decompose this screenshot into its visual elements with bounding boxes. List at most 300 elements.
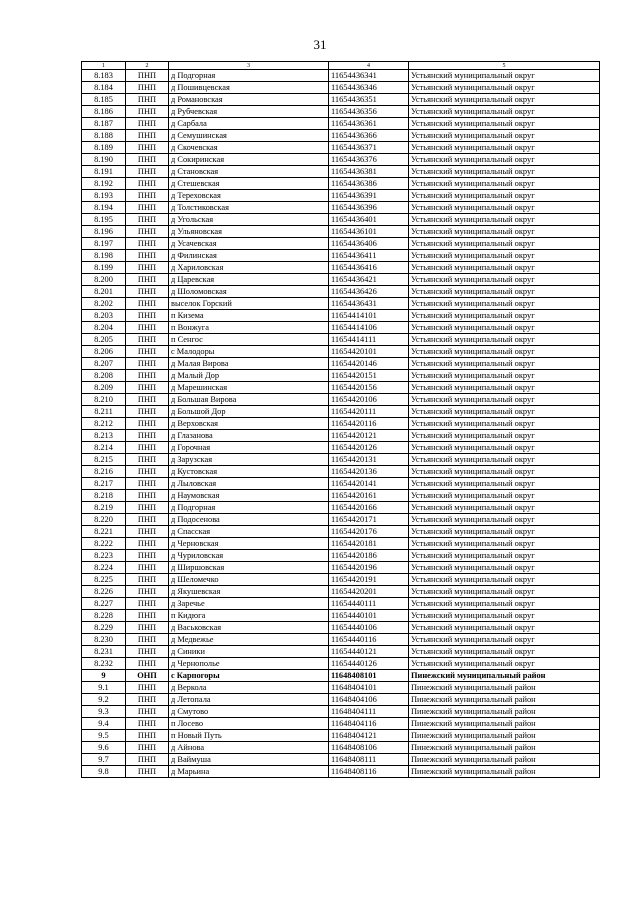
header-col-code: 4 bbox=[329, 62, 409, 70]
cell-type: ПНП bbox=[126, 526, 169, 538]
cell-number: 8.207 bbox=[82, 358, 126, 370]
cell-settlement-name: п Сенгос bbox=[169, 334, 329, 346]
cell-type: ПНП bbox=[126, 718, 169, 730]
cell-settlement-name: д Заречье bbox=[169, 598, 329, 610]
cell-district: Устьянский муниципальный округ bbox=[409, 82, 600, 94]
cell-district: Устьянский муниципальный округ bbox=[409, 478, 600, 490]
table-row bbox=[82, 298, 600, 310]
cell-type: ПНП bbox=[126, 310, 169, 322]
cell-type: ПНП bbox=[126, 166, 169, 178]
table-row bbox=[82, 190, 600, 202]
cell-settlement-name: д Большой Дор bbox=[169, 406, 329, 418]
table-row bbox=[82, 130, 600, 142]
cell-district: Устьянский муниципальный округ bbox=[409, 490, 600, 502]
cell-settlement-name: д Васьковская bbox=[169, 622, 329, 634]
cell-type: ПНП bbox=[126, 322, 169, 334]
cell-oktmo-code: 11654420151 bbox=[329, 370, 409, 382]
table-row bbox=[82, 214, 600, 226]
cell-settlement-name: д Малый Дор bbox=[169, 370, 329, 382]
table-row bbox=[82, 682, 600, 694]
cell-type: ПНП bbox=[126, 598, 169, 610]
cell-number: 8.208 bbox=[82, 370, 126, 382]
cell-oktmo-code: 11654440101 bbox=[329, 610, 409, 622]
table-row bbox=[82, 742, 600, 754]
cell-number: 8.222 bbox=[82, 538, 126, 550]
cell-type: ПНП bbox=[126, 382, 169, 394]
header-col-number: 1 bbox=[82, 62, 126, 70]
cell-type: ПНП bbox=[126, 394, 169, 406]
cell-number: 8.202 bbox=[82, 298, 126, 310]
cell-number: 8.231 bbox=[82, 646, 126, 658]
cell-settlement-name: д Ширшовская bbox=[169, 562, 329, 574]
cell-type: ПНП bbox=[126, 574, 169, 586]
cell-type: ПНП bbox=[126, 478, 169, 490]
cell-type: ПНП bbox=[126, 250, 169, 262]
table-row bbox=[82, 646, 600, 658]
table-row bbox=[82, 454, 600, 466]
cell-oktmo-code: 11654436371 bbox=[329, 142, 409, 154]
cell-type: ПНП bbox=[126, 706, 169, 718]
page-number: 31 bbox=[313, 37, 327, 52]
cell-district: Устьянский муниципальный округ bbox=[409, 370, 600, 382]
cell-district: Пинежский муниципальный район bbox=[409, 754, 600, 766]
table-row bbox=[82, 766, 600, 778]
cell-number: 8.196 bbox=[82, 226, 126, 238]
table-row bbox=[82, 322, 600, 334]
cell-settlement-name: д Шеломечко bbox=[169, 574, 329, 586]
cell-number: 9 bbox=[82, 670, 126, 682]
cell-type: ПНП bbox=[126, 406, 169, 418]
table-row bbox=[82, 418, 600, 430]
cell-settlement-name: выселок Горский bbox=[169, 298, 329, 310]
cell-settlement-name: д Якушевская bbox=[169, 586, 329, 598]
cell-type: ПНП bbox=[126, 334, 169, 346]
cell-oktmo-code: 11654420131 bbox=[329, 454, 409, 466]
cell-settlement-name: д Кустовская bbox=[169, 466, 329, 478]
cell-oktmo-code: 11654420106 bbox=[329, 394, 409, 406]
cell-settlement-name: д Медвежье bbox=[169, 634, 329, 646]
cell-oktmo-code: 11654436406 bbox=[329, 238, 409, 250]
cell-type: ПНП bbox=[126, 286, 169, 298]
cell-district: Устьянский муниципальный округ bbox=[409, 382, 600, 394]
cell-number: 8.206 bbox=[82, 346, 126, 358]
cell-settlement-name: д Марешинская bbox=[169, 382, 329, 394]
cell-type: ПНП bbox=[126, 130, 169, 142]
cell-district: Устьянский муниципальный округ bbox=[409, 610, 600, 622]
cell-district: Устьянский муниципальный округ bbox=[409, 226, 600, 238]
cell-type: ПНП bbox=[126, 466, 169, 478]
cell-district: Устьянский муниципальный округ bbox=[409, 214, 600, 226]
cell-type: ПНП bbox=[126, 730, 169, 742]
cell-number: 8.227 bbox=[82, 598, 126, 610]
cell-settlement-name: д Подгорная bbox=[169, 70, 329, 82]
table-row bbox=[82, 478, 600, 490]
cell-settlement-name: д Сарбала bbox=[169, 118, 329, 130]
table-row bbox=[82, 178, 600, 190]
cell-oktmo-code: 11654436396 bbox=[329, 202, 409, 214]
cell-type: ПНП bbox=[126, 634, 169, 646]
cell-district: Устьянский муниципальный округ bbox=[409, 598, 600, 610]
cell-type: ПНП bbox=[126, 274, 169, 286]
cell-district: Устьянский муниципальный округ bbox=[409, 466, 600, 478]
cell-oktmo-code: 11654420136 bbox=[329, 466, 409, 478]
cell-number: 8.195 bbox=[82, 214, 126, 226]
table-row bbox=[82, 286, 600, 298]
cell-number: 8.183 bbox=[82, 70, 126, 82]
cell-district: Устьянский муниципальный округ bbox=[409, 514, 600, 526]
cell-number: 9.3 bbox=[82, 706, 126, 718]
table-row bbox=[82, 562, 600, 574]
cell-type: ПНП bbox=[126, 202, 169, 214]
cell-settlement-name: д Чернополье bbox=[169, 658, 329, 670]
cell-district: Устьянский муниципальный округ bbox=[409, 406, 600, 418]
cell-settlement-name: д Шоломовская bbox=[169, 286, 329, 298]
cell-oktmo-code: 11654436391 bbox=[329, 190, 409, 202]
table-row bbox=[82, 226, 600, 238]
cell-number: 8.198 bbox=[82, 250, 126, 262]
cell-type: ПНП bbox=[126, 754, 169, 766]
table-row bbox=[82, 550, 600, 562]
cell-district: Устьянский муниципальный округ bbox=[409, 358, 600, 370]
cell-oktmo-code: 11648404116 bbox=[329, 718, 409, 730]
cell-oktmo-code: 11654436431 bbox=[329, 298, 409, 310]
cell-settlement-name: д Ваймуша bbox=[169, 754, 329, 766]
cell-number: 8.213 bbox=[82, 430, 126, 442]
cell-settlement-name: д Хариловская bbox=[169, 262, 329, 274]
cell-settlement-name: д Семушинская bbox=[169, 130, 329, 142]
cell-number: 8.221 bbox=[82, 526, 126, 538]
cell-type: ПНП bbox=[126, 190, 169, 202]
cell-district: Устьянский муниципальный округ bbox=[409, 238, 600, 250]
cell-type: ПНП bbox=[126, 538, 169, 550]
table-row bbox=[82, 622, 600, 634]
cell-oktmo-code: 11654420161 bbox=[329, 490, 409, 502]
cell-oktmo-code: 11654420111 bbox=[329, 406, 409, 418]
cell-type: ПНП bbox=[126, 70, 169, 82]
cell-type: ПНП bbox=[126, 766, 169, 778]
cell-district: Устьянский муниципальный округ bbox=[409, 454, 600, 466]
table-row bbox=[82, 502, 600, 514]
cell-oktmo-code: 11654420176 bbox=[329, 526, 409, 538]
cell-district: Устьянский муниципальный округ bbox=[409, 190, 600, 202]
cell-oktmo-code: 11654420156 bbox=[329, 382, 409, 394]
cell-settlement-name: п Кизема bbox=[169, 310, 329, 322]
cell-number: 8.220 bbox=[82, 514, 126, 526]
cell-oktmo-code: 11654436361 bbox=[329, 118, 409, 130]
cell-settlement-name: д Глазанова bbox=[169, 430, 329, 442]
cell-number: 8.185 bbox=[82, 94, 126, 106]
cell-type: ПНП bbox=[126, 418, 169, 430]
cell-type: ПНП bbox=[126, 430, 169, 442]
table-row bbox=[82, 106, 600, 118]
cell-oktmo-code: 11648408116 bbox=[329, 766, 409, 778]
cell-oktmo-code: 11654436386 bbox=[329, 178, 409, 190]
cell-district: Пинежский муниципальный район bbox=[409, 730, 600, 742]
cell-district: Устьянский муниципальный округ bbox=[409, 286, 600, 298]
cell-settlement-name: д Чуриловская bbox=[169, 550, 329, 562]
cell-type: ПНП bbox=[126, 442, 169, 454]
cell-settlement-name: с Малодоры bbox=[169, 346, 329, 358]
cell-settlement-name: д Малая Вирова bbox=[169, 358, 329, 370]
cell-number: 9.1 bbox=[82, 682, 126, 694]
cell-number: 8.186 bbox=[82, 106, 126, 118]
table-row bbox=[82, 262, 600, 274]
cell-number: 8.193 bbox=[82, 190, 126, 202]
cell-type: ПНП bbox=[126, 262, 169, 274]
cell-number: 8.226 bbox=[82, 586, 126, 598]
cell-oktmo-code: 11654436346 bbox=[329, 82, 409, 94]
cell-type: ОНП bbox=[126, 670, 169, 682]
cell-oktmo-code: 11654436426 bbox=[329, 286, 409, 298]
table-row bbox=[82, 394, 600, 406]
cell-settlement-name: д Горочная bbox=[169, 442, 329, 454]
cell-type: ПНП bbox=[126, 658, 169, 670]
cell-settlement-name: д Тереховская bbox=[169, 190, 329, 202]
cell-oktmo-code: 11648404121 bbox=[329, 730, 409, 742]
cell-type: ПНП bbox=[126, 358, 169, 370]
cell-settlement-name: д Зарузская bbox=[169, 454, 329, 466]
cell-settlement-name: д Черновская bbox=[169, 538, 329, 550]
cell-district: Устьянский муниципальный округ bbox=[409, 118, 600, 130]
cell-number: 8.211 bbox=[82, 406, 126, 418]
cell-number: 8.205 bbox=[82, 334, 126, 346]
cell-district: Устьянский муниципальный округ bbox=[409, 298, 600, 310]
cell-number: 8.194 bbox=[82, 202, 126, 214]
cell-type: ПНП bbox=[126, 682, 169, 694]
cell-district: Устьянский муниципальный округ bbox=[409, 586, 600, 598]
table-row bbox=[82, 166, 600, 178]
cell-number: 8.228 bbox=[82, 610, 126, 622]
cell-oktmo-code: 11654420201 bbox=[329, 586, 409, 598]
cell-oktmo-code: 11654440126 bbox=[329, 658, 409, 670]
table-row bbox=[82, 118, 600, 130]
cell-settlement-name: д Подосенова bbox=[169, 514, 329, 526]
cell-district: Устьянский муниципальный округ bbox=[409, 178, 600, 190]
cell-number: 8.190 bbox=[82, 154, 126, 166]
table-row bbox=[82, 586, 600, 598]
cell-settlement-name: д Пошивцевская bbox=[169, 82, 329, 94]
cell-oktmo-code: 11654420101 bbox=[329, 346, 409, 358]
cell-type: ПНП bbox=[126, 514, 169, 526]
cell-settlement-name: д Угольская bbox=[169, 214, 329, 226]
cell-oktmo-code: 11654420116 bbox=[329, 418, 409, 430]
cell-settlement-name: д Синики bbox=[169, 646, 329, 658]
cell-number: 9.4 bbox=[82, 718, 126, 730]
cell-number: 8.188 bbox=[82, 130, 126, 142]
cell-oktmo-code: 11654440116 bbox=[329, 634, 409, 646]
table-row bbox=[82, 442, 600, 454]
cell-oktmo-code: 11654420146 bbox=[329, 358, 409, 370]
cell-type: ПНП bbox=[126, 298, 169, 310]
table-row bbox=[82, 754, 600, 766]
cell-type: ПНП bbox=[126, 454, 169, 466]
cell-number: 8.223 bbox=[82, 550, 126, 562]
table-row bbox=[82, 490, 600, 502]
cell-oktmo-code: 11654440106 bbox=[329, 622, 409, 634]
cell-district: Пинежский муниципальный район bbox=[409, 766, 600, 778]
table-row bbox=[82, 202, 600, 214]
table-row bbox=[82, 70, 600, 82]
cell-district: Устьянский муниципальный округ bbox=[409, 322, 600, 334]
table-row bbox=[82, 658, 600, 670]
cell-settlement-name: д Айнова bbox=[169, 742, 329, 754]
cell-number: 8.217 bbox=[82, 478, 126, 490]
cell-number: 8.187 bbox=[82, 118, 126, 130]
cell-settlement-name: д Скочевская bbox=[169, 142, 329, 154]
cell-district: Пинежский муниципальный район bbox=[409, 694, 600, 706]
cell-settlement-name: п Кидюга bbox=[169, 610, 329, 622]
cell-district: Устьянский муниципальный округ bbox=[409, 202, 600, 214]
cell-district: Пинежский муниципальный район bbox=[409, 718, 600, 730]
cell-district: Устьянский муниципальный округ bbox=[409, 562, 600, 574]
cell-settlement-name: д Рубчевская bbox=[169, 106, 329, 118]
cell-settlement-name: д Верховская bbox=[169, 418, 329, 430]
cell-oktmo-code: 11654436411 bbox=[329, 250, 409, 262]
cell-oktmo-code: 11648404106 bbox=[329, 694, 409, 706]
cell-type: ПНП bbox=[126, 622, 169, 634]
cell-district: Устьянский муниципальный округ bbox=[409, 502, 600, 514]
table-row bbox=[82, 610, 600, 622]
table-row bbox=[82, 430, 600, 442]
cell-district: Пинежский муниципальный район bbox=[409, 682, 600, 694]
cell-settlement-name: д Усачевская bbox=[169, 238, 329, 250]
cell-oktmo-code: 11654420186 bbox=[329, 550, 409, 562]
table-row bbox=[82, 154, 600, 166]
cell-district: Устьянский муниципальный округ bbox=[409, 262, 600, 274]
table-row bbox=[82, 634, 600, 646]
cell-type: ПНП bbox=[126, 742, 169, 754]
cell-district: Устьянский муниципальный округ bbox=[409, 154, 600, 166]
table-row bbox=[82, 358, 600, 370]
table-row bbox=[82, 574, 600, 586]
cell-type: ПНП bbox=[126, 142, 169, 154]
cell-settlement-name: д Романовская bbox=[169, 94, 329, 106]
cell-number: 8.191 bbox=[82, 166, 126, 178]
table-row bbox=[82, 718, 600, 730]
cell-type: ПНП bbox=[126, 346, 169, 358]
table-row bbox=[82, 82, 600, 94]
cell-district: Устьянский муниципальный округ bbox=[409, 634, 600, 646]
cell-settlement-name: с Карпогоры bbox=[169, 670, 329, 682]
cell-oktmo-code: 11654420181 bbox=[329, 538, 409, 550]
cell-settlement-name: д Большая Вирова bbox=[169, 394, 329, 406]
cell-type: ПНП bbox=[126, 694, 169, 706]
cell-district: Устьянский муниципальный округ bbox=[409, 526, 600, 538]
cell-number: 8.218 bbox=[82, 490, 126, 502]
cell-oktmo-code: 11648408106 bbox=[329, 742, 409, 754]
cell-district: Устьянский муниципальный округ bbox=[409, 394, 600, 406]
cell-number: 8.214 bbox=[82, 442, 126, 454]
cell-oktmo-code: 11654436416 bbox=[329, 262, 409, 274]
cell-number: 8.197 bbox=[82, 238, 126, 250]
cell-type: ПНП bbox=[126, 646, 169, 658]
table-row bbox=[82, 694, 600, 706]
cell-district: Устьянский муниципальный округ bbox=[409, 622, 600, 634]
cell-type: ПНП bbox=[126, 370, 169, 382]
cell-number: 8.201 bbox=[82, 286, 126, 298]
cell-district: Устьянский муниципальный округ bbox=[409, 166, 600, 178]
cell-settlement-name: д Летопала bbox=[169, 694, 329, 706]
cell-district: Устьянский муниципальный округ bbox=[409, 430, 600, 442]
cell-district: Пинежский муниципальный район bbox=[409, 706, 600, 718]
cell-settlement-name: д Царевская bbox=[169, 274, 329, 286]
cell-number: 8.219 bbox=[82, 502, 126, 514]
cell-number: 8.215 bbox=[82, 454, 126, 466]
table-row bbox=[82, 142, 600, 154]
cell-oktmo-code: 11654420141 bbox=[329, 478, 409, 490]
table-header bbox=[82, 62, 600, 70]
table-row bbox=[82, 598, 600, 610]
table-row bbox=[82, 538, 600, 550]
cell-oktmo-code: 11654420196 bbox=[329, 562, 409, 574]
cell-district: Устьянский муниципальный округ bbox=[409, 646, 600, 658]
cell-settlement-name: д Становская bbox=[169, 166, 329, 178]
cell-type: ПНП bbox=[126, 502, 169, 514]
cell-district: Устьянский муниципальный округ bbox=[409, 334, 600, 346]
table-row bbox=[82, 274, 600, 286]
cell-number: 8.229 bbox=[82, 622, 126, 634]
cell-type: ПНП bbox=[126, 562, 169, 574]
cell-settlement-name: д Наумовская bbox=[169, 490, 329, 502]
cell-district: Устьянский муниципальный округ bbox=[409, 274, 600, 286]
cell-number: 8.204 bbox=[82, 322, 126, 334]
cell-district: Устьянский муниципальный округ bbox=[409, 550, 600, 562]
cell-type: ПНП bbox=[126, 550, 169, 562]
cell-district: Устьянский муниципальный округ bbox=[409, 250, 600, 262]
cell-oktmo-code: 11654414101 bbox=[329, 310, 409, 322]
cell-oktmo-code: 11654420171 bbox=[329, 514, 409, 526]
table-row bbox=[82, 346, 600, 358]
table-row bbox=[82, 382, 600, 394]
header-col-district: 5 bbox=[409, 62, 600, 70]
cell-district: Устьянский муниципальный округ bbox=[409, 130, 600, 142]
cell-type: ПНП bbox=[126, 610, 169, 622]
table-row bbox=[82, 526, 600, 538]
cell-oktmo-code: 11654436376 bbox=[329, 154, 409, 166]
cell-oktmo-code: 11648408111 bbox=[329, 754, 409, 766]
table-body bbox=[82, 70, 600, 778]
table-row bbox=[82, 670, 600, 682]
cell-type: ПНП bbox=[126, 226, 169, 238]
cell-oktmo-code: 11654420191 bbox=[329, 574, 409, 586]
cell-type: ПНП bbox=[126, 178, 169, 190]
cell-oktmo-code: 11648404111 bbox=[329, 706, 409, 718]
cell-settlement-name: п Новый Путь bbox=[169, 730, 329, 742]
cell-oktmo-code: 11654436381 bbox=[329, 166, 409, 178]
header-col-type: 2 bbox=[126, 62, 169, 70]
cell-type: ПНП bbox=[126, 106, 169, 118]
cell-number: 8.189 bbox=[82, 142, 126, 154]
cell-district: Устьянский муниципальный округ bbox=[409, 418, 600, 430]
cell-oktmo-code: 11654440121 bbox=[329, 646, 409, 658]
cell-oktmo-code: 11654414111 bbox=[329, 334, 409, 346]
table-row bbox=[82, 730, 600, 742]
cell-oktmo-code: 11654436421 bbox=[329, 274, 409, 286]
cell-type: ПНП bbox=[126, 118, 169, 130]
cell-number: 8.232 bbox=[82, 658, 126, 670]
cell-district: Устьянский муниципальный округ bbox=[409, 310, 600, 322]
header-row bbox=[82, 62, 600, 70]
cell-oktmo-code: 11654420126 bbox=[329, 442, 409, 454]
cell-number: 8.192 bbox=[82, 178, 126, 190]
cell-settlement-name: п Вонжуга bbox=[169, 322, 329, 334]
cell-settlement-name: д Лыловская bbox=[169, 478, 329, 490]
cell-settlement-name: д Толстиковская bbox=[169, 202, 329, 214]
cell-number: 8.230 bbox=[82, 634, 126, 646]
cell-settlement-name: п Лосево bbox=[169, 718, 329, 730]
cell-settlement-name: д Марьина bbox=[169, 766, 329, 778]
table-row bbox=[82, 94, 600, 106]
